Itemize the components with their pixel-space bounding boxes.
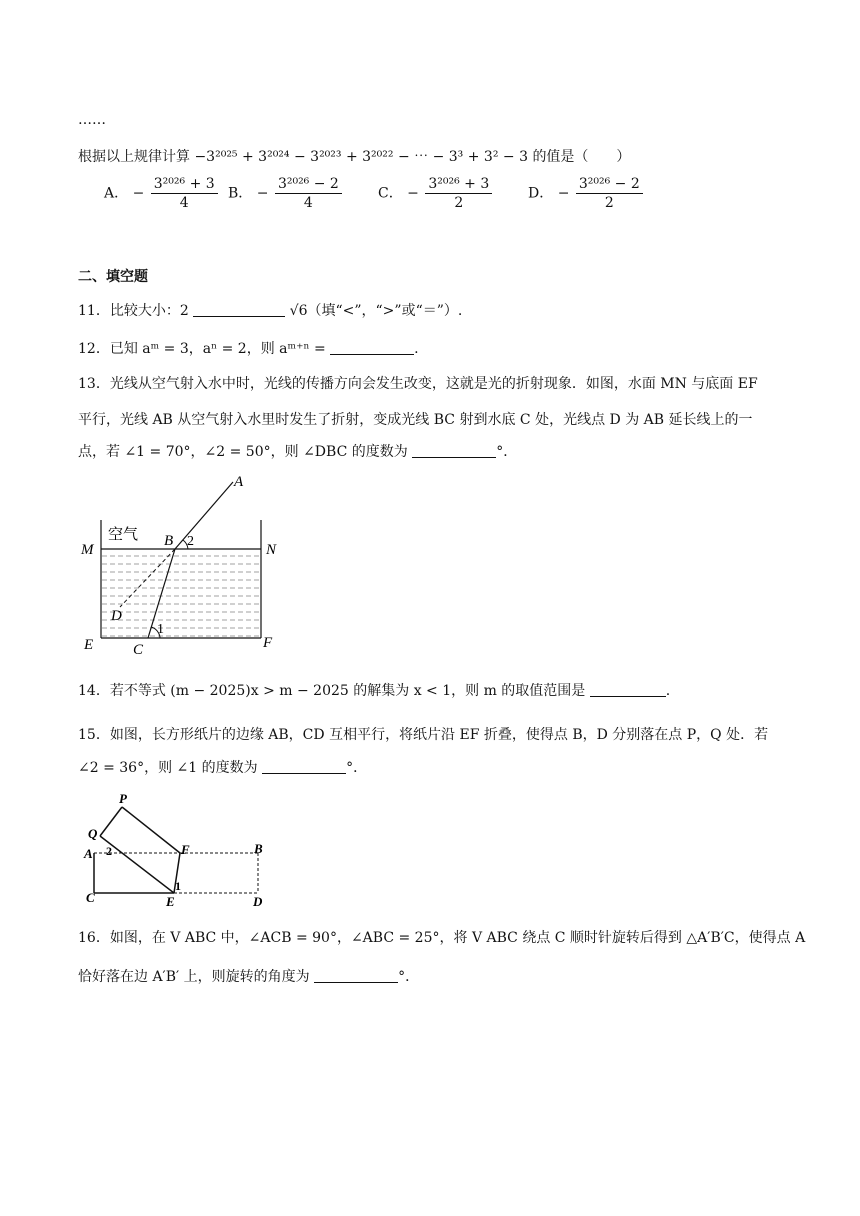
point-m-label: M	[81, 542, 94, 558]
q11-answer-blank[interactable]	[193, 302, 285, 317]
q13-answer-blank[interactable]	[412, 443, 496, 458]
q16-line-2-text: 恰好落在边 A′B′ 上，则旋转的角度为	[78, 969, 310, 985]
option-b-numerator: 3²⁰²⁶ − 2	[275, 176, 342, 194]
q14-text-b: .	[665, 683, 671, 699]
edge-fp	[122, 807, 180, 853]
q13-line-1-text: 光线从空气射入水中时，光线的传播方向会发生改变，这就是光的折射现象．如图，水面 MN 与底面 EF	[109, 376, 758, 392]
option-d-fraction	[576, 176, 643, 211]
option-d-numerator: 3²⁰²⁶ − 2	[576, 176, 643, 194]
angle-1-label-15: 1	[175, 879, 181, 893]
q12-answer-blank[interactable]	[330, 340, 414, 355]
q12-number: 12．	[78, 341, 110, 357]
point-d-label-15: D	[253, 894, 263, 909]
q16-degree-suffix: °．	[398, 969, 420, 985]
q11-text-b: √6（填“<”，“>”或“＝”）.	[289, 303, 463, 319]
angle-2-label-15: 2	[106, 844, 112, 858]
continuation-dots: ……	[78, 112, 106, 128]
question-11	[78, 300, 462, 320]
q16-line-1-text: 如图，在 V ABC 中，∠ACB = 90°，∠ABC = 25°，将 V ABC 绕点 C 顺时针旋转后得到 △A′B′C，使得点 A	[109, 930, 806, 946]
q15-number: 15．	[78, 727, 110, 743]
option-d-label: D．	[528, 185, 554, 202]
q15-line-2	[78, 757, 367, 777]
q11-text-a: 比较大小：2	[109, 303, 189, 319]
q10-expression: −3²⁰²⁵ + 3²⁰²⁴ − 3²⁰²³ + 3²⁰²² − ⋯ − 3³ + 3² − 3	[194, 149, 528, 165]
q13-number: 13．	[78, 376, 110, 392]
option-a[interactable]	[104, 176, 220, 211]
option-c[interactable]	[378, 176, 494, 211]
q15-line-1	[78, 724, 768, 744]
point-p-label: P	[119, 791, 127, 806]
point-f-label-15: F	[181, 842, 190, 857]
folded-paper-figure	[82, 790, 282, 910]
q15-line-2-text: ∠2 = 36°，则 ∠1 的度数为	[78, 760, 258, 776]
point-c-label: C	[133, 642, 144, 658]
q14-answer-blank[interactable]	[590, 682, 666, 697]
option-b-fraction	[275, 176, 342, 211]
q13-line-2: 平行，光线 AB 从空气射入水里时发生了折射，变成光线 BC 射到水底 C 处，光线点 D 为 AB 延长线上的一	[78, 412, 753, 428]
option-c-fraction	[425, 176, 492, 211]
q12-text-b: .	[414, 341, 419, 357]
refraction-figure	[78, 472, 298, 662]
option-c-denominator: 2	[454, 195, 464, 211]
option-d-sign: −	[557, 185, 570, 202]
question-10-stem	[78, 146, 630, 166]
option-a-label: A．	[104, 185, 129, 202]
angle-1-label: 1	[157, 622, 164, 637]
q12-text-a: 已知 aᵐ = 3，aⁿ = 2，则 aᵐ⁺ⁿ =	[109, 341, 326, 357]
point-a-label-15: A	[84, 846, 93, 861]
option-a-denominator: 4	[179, 195, 189, 211]
point-n-label: N	[266, 542, 277, 558]
point-e-label: E	[84, 637, 94, 653]
question-12	[78, 338, 419, 358]
edge-pq	[100, 807, 122, 836]
option-c-label: C．	[378, 185, 403, 202]
option-a-fraction	[151, 176, 218, 211]
option-b-denominator: 4	[303, 195, 313, 211]
option-a-sign: −	[132, 185, 145, 202]
point-d-label: D	[111, 608, 122, 624]
q16-number: 16．	[78, 930, 110, 946]
q11-number: 11．	[78, 303, 110, 319]
option-b[interactable]	[228, 176, 344, 211]
point-e-label-15: E	[166, 894, 175, 909]
point-b-label: B	[164, 533, 174, 549]
point-b-label-15: B	[254, 841, 263, 856]
q10-lead: 根据以上规律计算	[78, 149, 190, 165]
q15-answer-blank[interactable]	[262, 759, 346, 774]
q15-line-1-text: 如图，长方形纸片的边缘 AB，CD 互相平行，将纸片沿 EF 折叠，使得点 B，D 分别落在点 P，Q 处．若	[109, 727, 769, 743]
q16-line-1	[78, 927, 805, 947]
water-region	[101, 549, 261, 638]
point-a-label: A	[234, 474, 244, 490]
point-c-label-15: C	[86, 890, 95, 905]
air-label: 空气	[108, 527, 139, 543]
option-c-sign: −	[407, 185, 419, 202]
option-c-numerator: 3²⁰²⁶ + 3	[425, 176, 492, 194]
option-d[interactable]	[528, 176, 645, 211]
q10-tail: 的值是（ ）	[532, 149, 631, 165]
point-q-label: Q	[88, 826, 98, 841]
option-a-numerator: 3²⁰²⁶ + 3	[151, 176, 218, 194]
option-b-sign: −	[256, 185, 269, 202]
q13-line-3	[78, 441, 517, 461]
section-title: 二、填空题	[78, 269, 148, 285]
q15-degree-suffix: °．	[346, 760, 368, 776]
option-d-denominator: 2	[604, 195, 614, 211]
q13-line-1	[78, 373, 758, 393]
question-14	[78, 680, 670, 700]
point-f-label: F	[263, 635, 273, 651]
q14-text-a: 若不等式 (m − 2025)x > m − 2025 的解集为 x < 1，则 m 的取值范围是	[109, 683, 586, 699]
q16-answer-blank[interactable]	[314, 968, 398, 983]
q16-line-2	[78, 966, 419, 986]
q13-line-3-text: 点，若 ∠1 = 70°，∠2 = 50°，则 ∠DBC 的度数为	[78, 444, 408, 460]
q13-degree-suffix: °．	[496, 444, 518, 460]
option-b-label: B．	[228, 185, 253, 202]
ray-ab	[175, 482, 233, 549]
q14-number: 14．	[78, 683, 110, 699]
angle-2-label: 2	[187, 534, 194, 549]
